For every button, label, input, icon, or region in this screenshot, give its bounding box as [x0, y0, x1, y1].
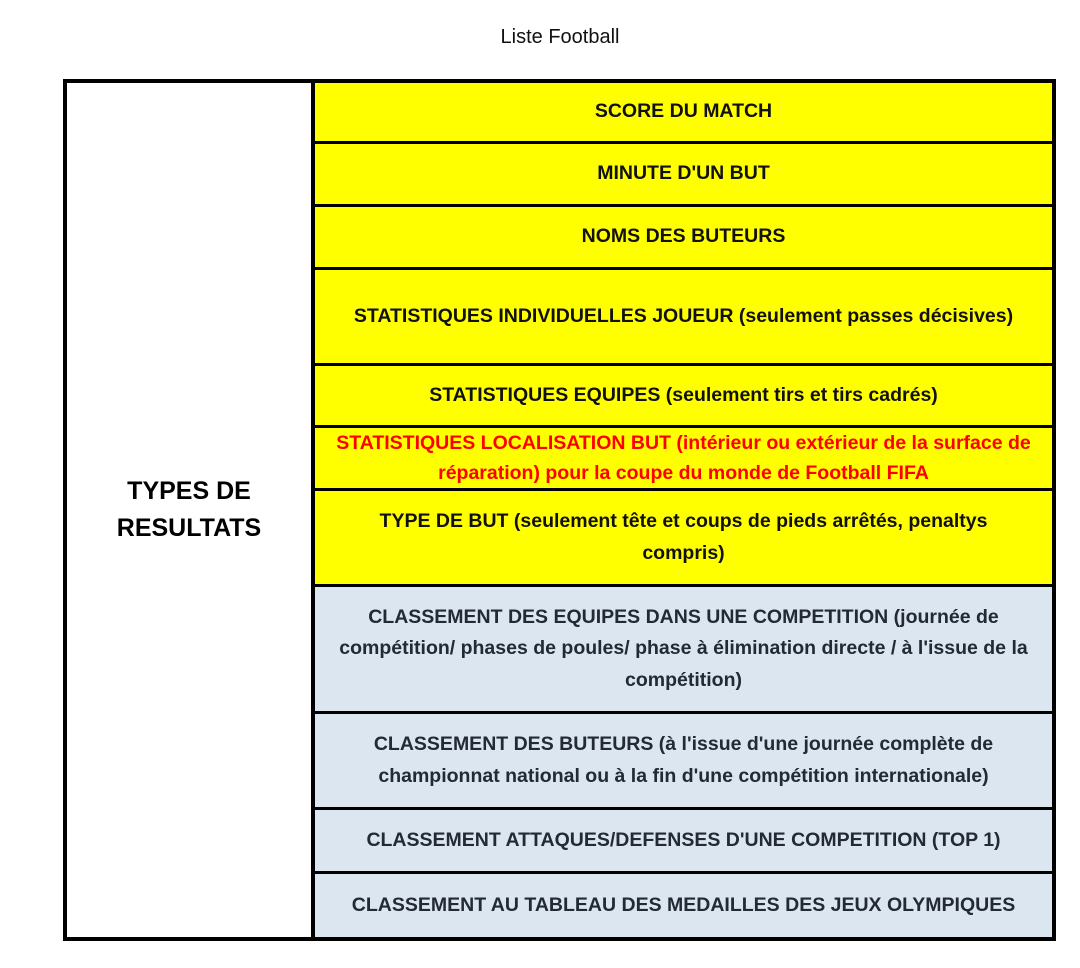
- result-type-row: STATISTIQUES EQUIPES (seulement tirs et tirs cadrés): [315, 366, 1052, 428]
- row-header-label: TYPES DE RESULTATS: [67, 83, 311, 937]
- result-type-row-highlighted: STATISTIQUES LOCALISATION BUT (intérieur ou extérieur de la surface de réparation) pour la coupe du monde de Football FIFA: [315, 428, 1052, 491]
- result-type-row: CLASSEMENT AU TABLEAU DES MEDAILLES DES JEUX OLYMPIQUES: [315, 874, 1052, 937]
- result-type-row: STATISTIQUES INDIVIDUELLES JOUEUR (seulement passes décisives): [315, 270, 1052, 366]
- results-table: [63, 79, 1056, 941]
- page-title: Liste Football: [500, 26, 620, 48]
- result-type-row: CLASSEMENT ATTAQUES/DEFENSES D'UNE COMPETITION (TOP 1): [315, 810, 1052, 874]
- result-type-row: MINUTE D'UN BUT: [315, 144, 1052, 207]
- result-type-row: TYPE DE BUT (seulement tête et coups de pieds arrêtés, penaltys compris): [315, 491, 1052, 587]
- result-type-row: CLASSEMENT DES EQUIPES DANS UNE COMPETITION (journée de compétition/ phases de poules/ phase à élimination directe / à l'issue de la compétition): [315, 587, 1052, 714]
- result-type-row: NOMS DES BUTEURS: [315, 207, 1052, 270]
- result-type-row: CLASSEMENT DES BUTEURS (à l'issue d'une journée complète de championnat national ou à la fin d'une compétition internationale): [315, 714, 1052, 810]
- result-type-row: SCORE DU MATCH: [315, 83, 1052, 144]
- result-types-list: [315, 83, 1052, 937]
